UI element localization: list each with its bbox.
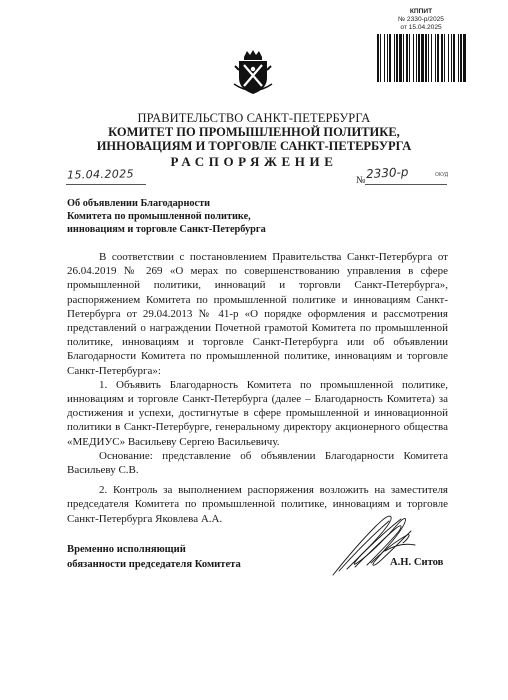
basis-paragraph: Основание: представление об объявлении Благодарности Комитета Васильеву С.В. — [67, 449, 448, 477]
registration-stamp — [378, 8, 464, 32]
date-underline — [66, 184, 146, 185]
number-underline — [365, 184, 447, 185]
barcode-icon — [376, 34, 468, 82]
st-petersburg-coat-of-arms-icon — [233, 48, 273, 96]
handwritten-signature — [325, 505, 425, 585]
committee-name-line1: КОМИТЕТ ПО ПРОМЫШЛЕННОЙ ПОЛИТИКЕ, — [108, 125, 400, 139]
government-name: ПРАВИТЕЛЬСТВО САНКТ-ПЕТЕРБУРГА — [137, 111, 371, 125]
registration-org: КППИТ — [409, 8, 433, 15]
order-item-2: 2. Контроль за выполнением распоряжения возложить на заместителя председателя Комитета по промышленной политике, инновациям и торговле Санкт-Петербурга Яковлева А.А. — [67, 484, 448, 525]
document-type: РАСПОРЯЖЕНИЕ — [170, 154, 338, 169]
subject-line: Комитета по промышленной политике, — [67, 211, 251, 222]
document-number: 2330-р — [365, 164, 409, 182]
signatory-title — [67, 542, 307, 572]
signatory-title-line: обязанности председателя Комитета — [67, 559, 241, 570]
registration-number: № 2330-р/2025 — [398, 16, 444, 23]
signatory-title-line: Временно исполняющий — [67, 544, 186, 555]
okud-label: ОКУД — [435, 172, 449, 178]
document-subject — [67, 197, 297, 236]
order-item-1: 1. Объявить Благодарность Комитета по промышленной политике, инновациям и торговле Санкт-Петербурга (далее – Благодарность Комитета) за достижения и успехи, достигнутые в сфере промышленной и инновационной политики в Санкт-Петербурге, генеральному директору акционерного общества «МЕДИУС» Васильеву Сергею Васильевичу. — [67, 378, 448, 448]
preamble-paragraph: В соответствии с постановлением Правительства Санкт-Петербурга от 26.04.2019 № 269 «О мерах по совершенствованию управления в сфере промышленной политики, инноваций и торговли Санкт-Петербурга», распоряжением Комитета по промышленной политике и инновациям Санкт-Петербурга от 29.04.2013 № 41-р «О порядке оформления и рассмотрения представлений о награждении Почетной грамотой Комитета по промышленной политике, инновациям и торговле Санкт-Петербурга или об объявлении Благодарности Комитета по промышленной политике, инновациям и торговле Санкт-Петербурга»: — [67, 251, 448, 377]
signer-name: А.Н. Ситов — [390, 557, 444, 568]
subject-line: Об объявлении Благодарности — [67, 198, 211, 209]
committee-name-line2: ИННОВАЦИЯМ И ТОРГОВЛЕ САНКТ-ПЕТЕРБУРГА — [96, 139, 412, 153]
number-prefix: № — [356, 175, 366, 186]
subject-line: инновациям и торговле Санкт-Петербурга — [67, 224, 266, 235]
registration-date: от 15.04.2025 — [400, 24, 442, 31]
document-body — [67, 250, 448, 526]
document-date: 15.04.2025 — [66, 167, 135, 182]
